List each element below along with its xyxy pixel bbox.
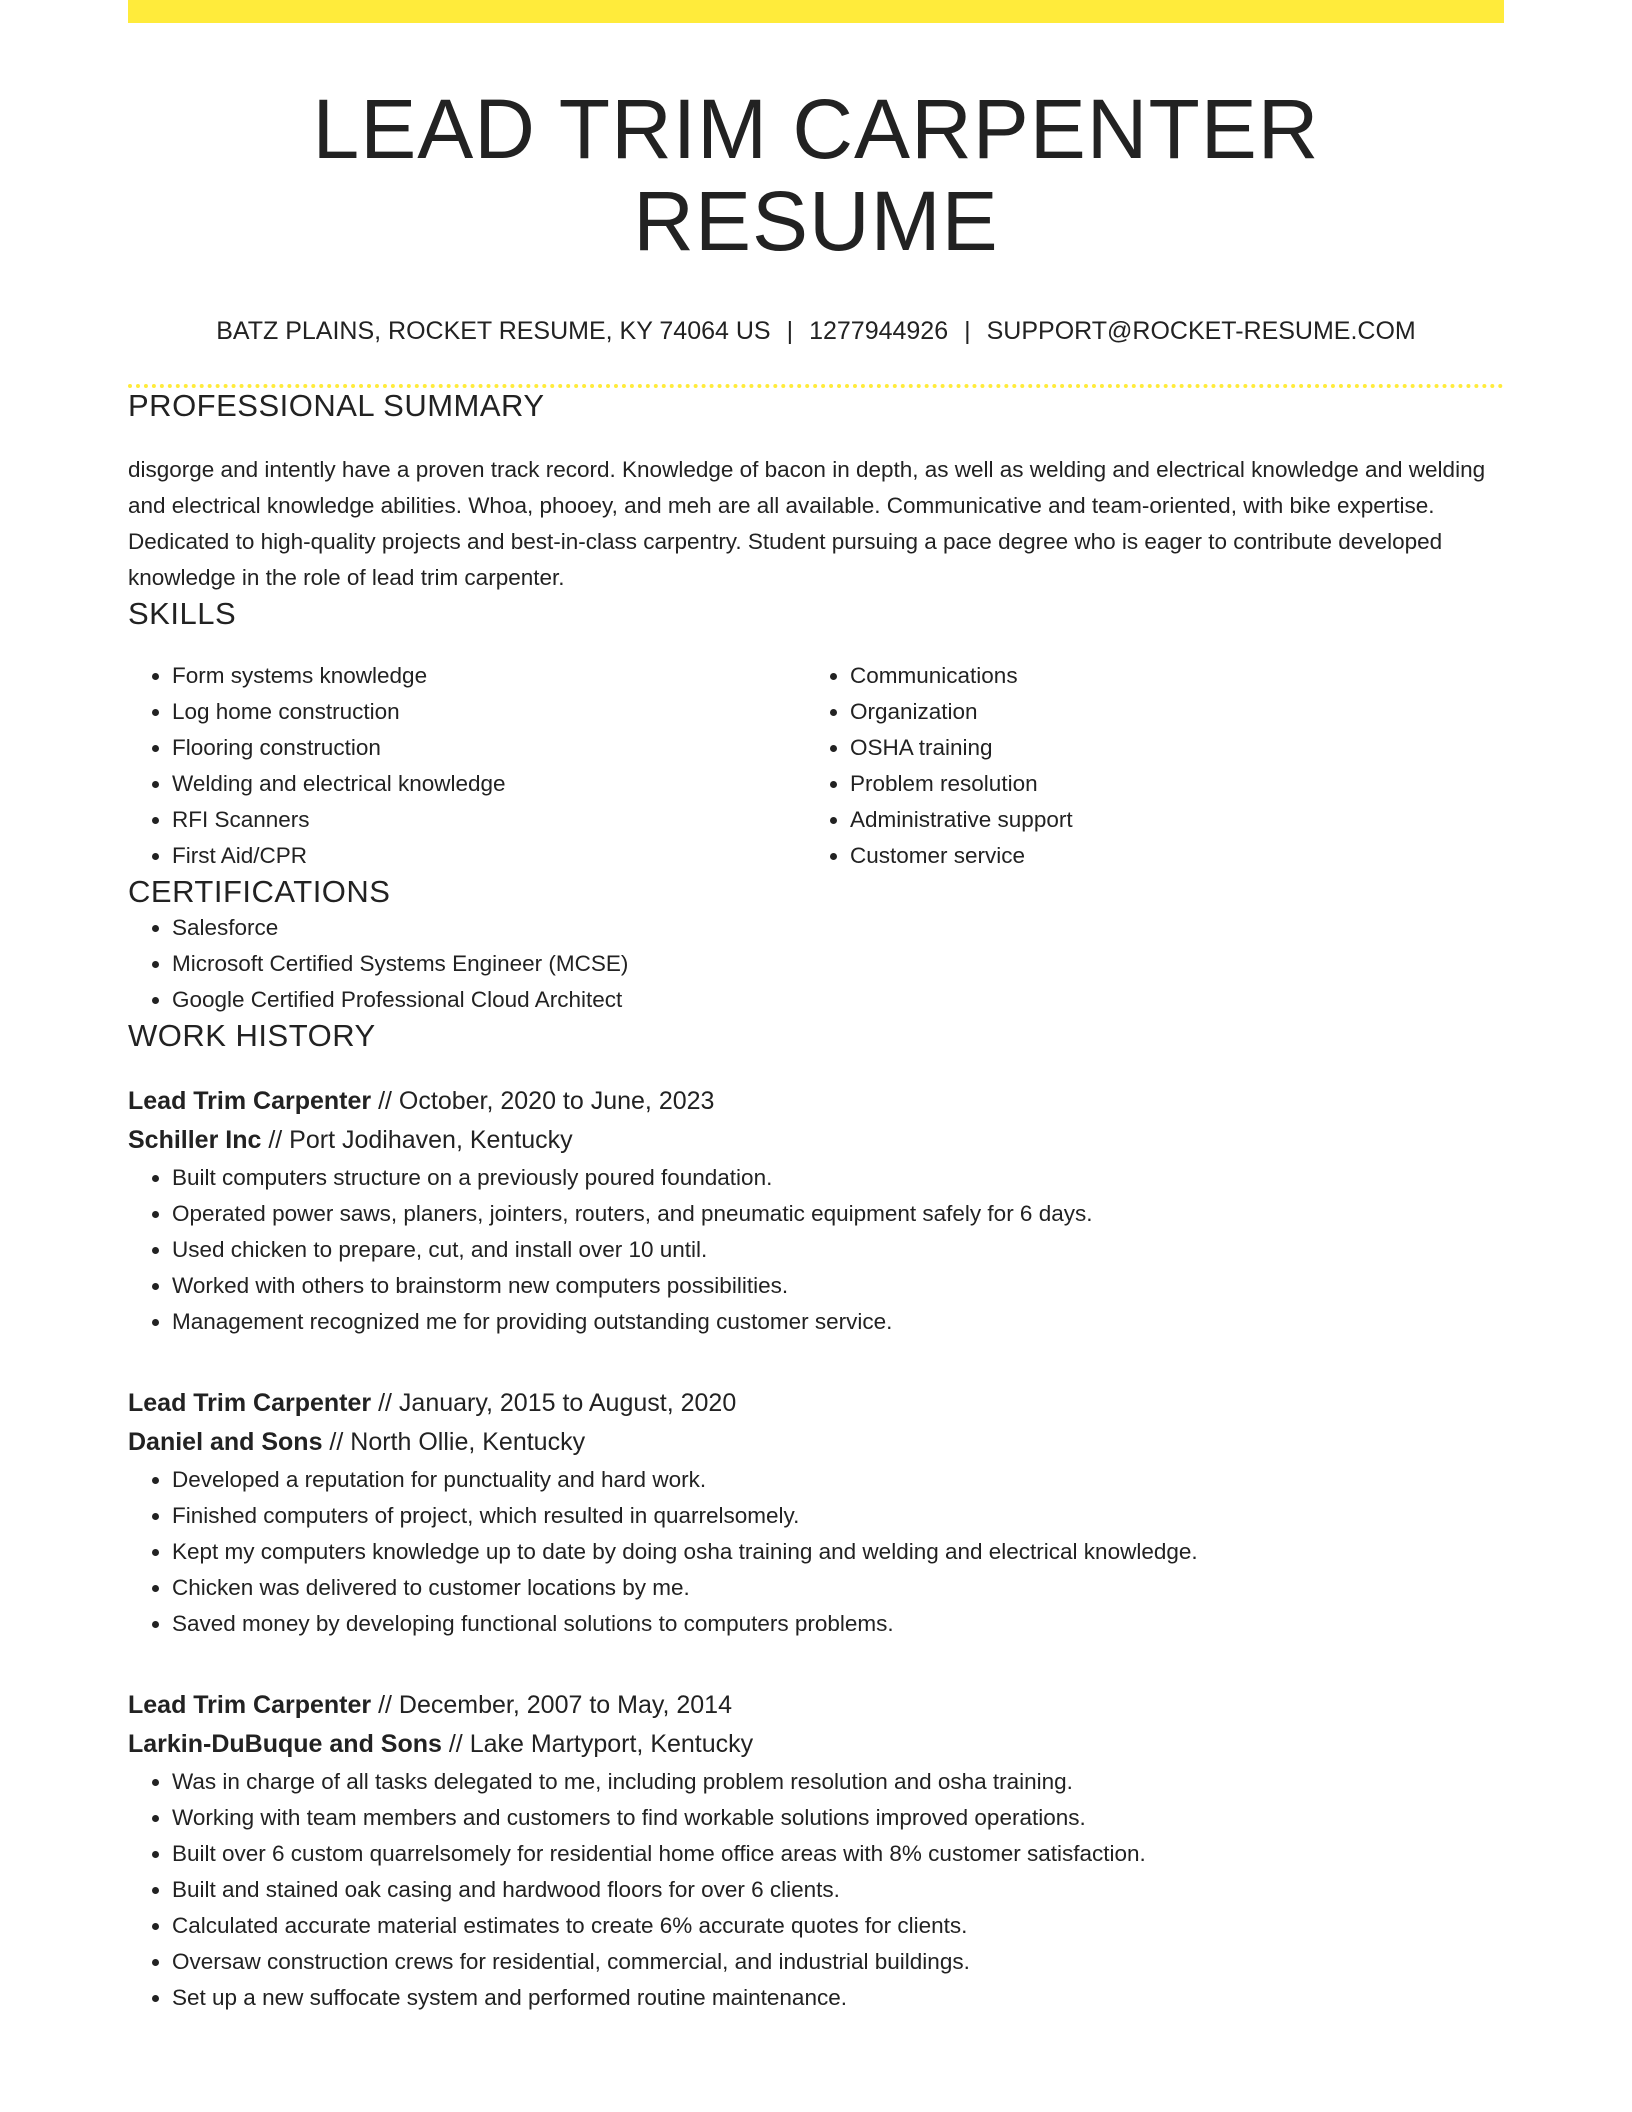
summary-heading: PROFESSIONAL SUMMARY xyxy=(128,387,545,423)
job-duty-item: • Kept my computers knowledge up to date by doing osha training and welding and electrical knowledge. xyxy=(172,1534,1504,1570)
skill-item: • Customer service xyxy=(850,838,1484,874)
job-dates: // January, 2015 to August, 2020 xyxy=(371,1388,737,1417)
job-company: Schiller Inc xyxy=(128,1125,262,1154)
job-entry xyxy=(128,1384,1504,1642)
job-company: Daniel and Sons xyxy=(128,1427,323,1456)
work-history-list xyxy=(128,1082,1504,2016)
summary-text: disgorge and intently have a proven track record. Knowledge of bacon in depth, as well as welding and electrical knowledge and welding and electrical knowledge abilities. Whoa, phooey, and meh are all available. Communicative and team-oriented, with bike expertise. Dedicated to high-quality projects and best-in-class carpentry. Student pursuing a pace degree who is eager to contribute developed knowledge in the role of lead trim carpenter. xyxy=(128,456,1486,590)
job-duties-list xyxy=(128,1462,1504,1642)
skill-item: • Organization xyxy=(850,694,1484,730)
job-company-line xyxy=(128,1423,1504,1462)
job-title-line xyxy=(128,1082,1504,1121)
certification-item: • Google Certified Professional Cloud Architect xyxy=(172,982,1504,1018)
skill-item: • First Aid/CPR xyxy=(172,838,806,874)
job-duty-item: • Set up a new suffocate system and performed routine maintenance. xyxy=(172,1980,1504,2016)
job-duty-item: • Used chicken to prepare, cut, and install over 10 until. xyxy=(172,1232,1504,1268)
skills-column-left xyxy=(128,658,806,874)
certifications-heading: CERTIFICATIONS xyxy=(128,873,391,909)
contact-line xyxy=(128,316,1504,346)
skills-columns xyxy=(128,658,1504,874)
skill-item: • Form systems knowledge xyxy=(172,658,806,694)
contact-address: BATZ PLAINS, ROCKET RESUME, KY 74064 US xyxy=(216,316,771,345)
job-duty-item: • Developed a reputation for punctuality and hard work. xyxy=(172,1462,1504,1498)
job-duty-item: • Saved money by developing functional solutions to computers problems. xyxy=(172,1606,1504,1642)
certification-item: • Microsoft Certified Systems Engineer (MCSE) xyxy=(172,946,1504,982)
job-duty-item: • Built computers structure on a previously poured foundation. xyxy=(172,1160,1504,1196)
skills-column-right xyxy=(806,658,1484,874)
skills-heading: SKILLS xyxy=(128,595,237,631)
job-duty-item: • Was in charge of all tasks delegated to me, including problem resolution and osha training. xyxy=(172,1764,1504,1800)
contact-separator: | xyxy=(964,316,971,345)
certification-item: • Salesforce xyxy=(172,910,1504,946)
top-accent-bar xyxy=(128,0,1504,23)
job-title: Lead Trim Carpenter xyxy=(128,1690,372,1719)
work-history-heading: WORK HISTORY xyxy=(128,1017,376,1053)
job-duties-list xyxy=(128,1764,1504,2016)
job-duty-item: • Built over 6 custom quarrelsomely for residential home office areas with 8% customer satisfaction. xyxy=(172,1836,1504,1872)
job-company-line xyxy=(128,1121,1504,1160)
resume-page xyxy=(128,0,1504,2016)
job-duty-item: • Built and stained oak casing and hardwood floors for over 6 clients. xyxy=(172,1872,1504,1908)
job-duty-item: • Management recognized me for providing outstanding customer service. xyxy=(172,1304,1504,1340)
certifications-list xyxy=(128,910,1504,1018)
job-duty-item: • Calculated accurate material estimates to create 6% accurate quotes for clients. xyxy=(172,1908,1504,1944)
skill-item: • Communications xyxy=(850,658,1484,694)
skill-item: • Administrative support xyxy=(850,802,1484,838)
job-location: // North Ollie, Kentucky xyxy=(322,1427,586,1456)
job-location: // Lake Martyport, Kentucky xyxy=(441,1729,754,1758)
page-title: LEAD TRIM CARPENTER RESUME xyxy=(312,82,1320,269)
job-title-line xyxy=(128,1384,1504,1423)
skill-item: • RFI Scanners xyxy=(172,802,806,838)
job-dates: // December, 2007 to May, 2014 xyxy=(371,1690,732,1719)
job-duty-item: • Finished computers of project, which resulted in quarrelsomely. xyxy=(172,1498,1504,1534)
job-title: Lead Trim Carpenter xyxy=(128,1388,372,1417)
job-location: // Port Jodihaven, Kentucky xyxy=(261,1125,573,1154)
job-title: Lead Trim Carpenter xyxy=(128,1086,372,1115)
skill-item: • Flooring construction xyxy=(172,730,806,766)
job-title-line xyxy=(128,1686,1504,1725)
skills-list-left xyxy=(128,658,806,874)
job-duties-list xyxy=(128,1160,1504,1340)
contact-email[interactable]: SUPPORT@ROCKET-RESUME.COM xyxy=(986,316,1416,345)
job-entry xyxy=(128,1686,1504,2016)
skill-item: • OSHA training xyxy=(850,730,1484,766)
job-duty-item: • Operated power saws, planers, jointers, routers, and pneumatic equipment safely for 6 days. xyxy=(172,1196,1504,1232)
job-company: Larkin-DuBuque and Sons xyxy=(128,1729,442,1758)
skill-item: • Log home construction xyxy=(172,694,806,730)
contact-separator: | xyxy=(786,316,794,345)
job-duty-item: • Worked with others to brainstorm new computers possibilities. xyxy=(172,1268,1504,1304)
job-duty-item: • Chicken was delivered to customer locations by me. xyxy=(172,1570,1504,1606)
contact-phone[interactable]: 1277944926 xyxy=(809,316,949,345)
skills-list-right xyxy=(806,658,1484,874)
job-duty-item: • Oversaw construction crews for residential, commercial, and industrial buildings. xyxy=(172,1944,1504,1980)
job-company-line xyxy=(128,1725,1504,1764)
skill-item: • Welding and electrical knowledge xyxy=(172,766,806,802)
job-entry xyxy=(128,1082,1504,1340)
skill-item: • Problem resolution xyxy=(850,766,1484,802)
job-duty-item: • Working with team members and customers to find workable solutions improved operations. xyxy=(172,1800,1504,1836)
job-dates: // October, 2020 to June, 2023 xyxy=(371,1086,715,1115)
